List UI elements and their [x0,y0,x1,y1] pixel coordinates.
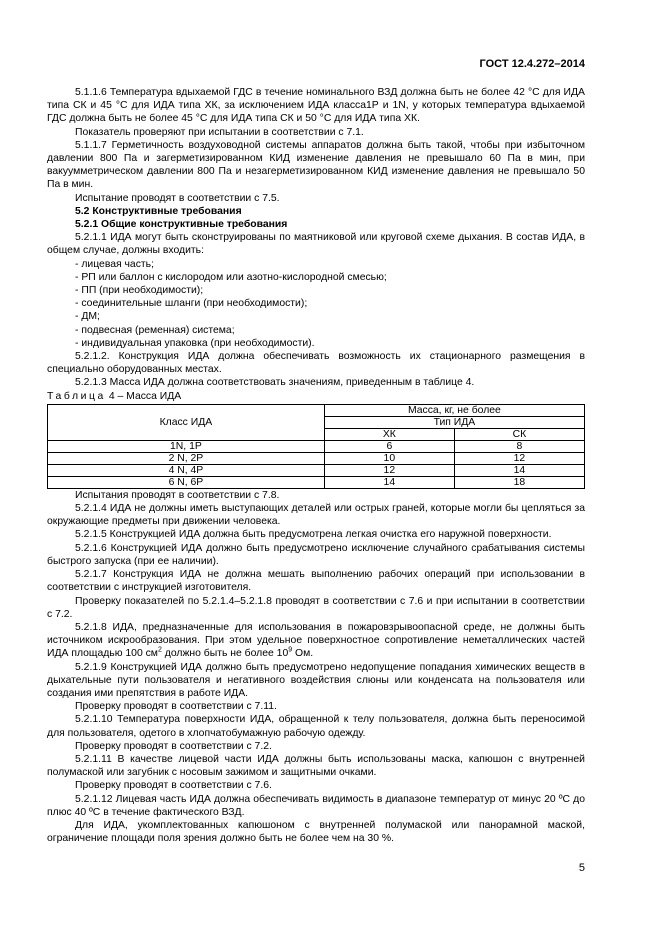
table-cell-sk: 8 [454,440,584,452]
table-caption-title: 4 – Масса ИДА [108,390,182,402]
header-type: Тип ИДА [324,416,584,428]
table-cell-xk: 6 [324,440,454,452]
paragraph: 5.2.1.5 Конструкцией ИДА должна быть предусмотрена легкая очистка его наружной поверхности. [75,529,552,541]
table-cell-sk: 18 [454,476,584,488]
paragraph: 5.2.1.2. Конструкция ИДА должна обеспечивать возможность их стационарного размещения в специально оборудованных местах. [47,351,585,376]
para-text: Ом. [292,648,314,660]
paragraph: 5.2.1.3 Масса ИДА должна соответствовать значениям, приведенным в таблице 4. [75,377,475,389]
table-row [48,440,585,452]
table-cell-cls: 4 N, 4P [48,464,325,476]
table-cell-xk: 12 [324,464,454,476]
paragraph: Для ИДА, укомплектованных капюшоном с внутренней полумаской или панорамной маской, ограничение площади поля зрения должно быть не более чем на 30 %. [47,819,585,845]
paragraph: 5.2.1 Общие конструктивные требования [75,219,288,231]
paragraph: 5.2.1.7 Конструкция ИДА не должна мешать выполнению рабочих операций при использовании в соответствии с инструкцией изготовителя. [47,569,585,594]
table-cell-sk: 14 [454,464,584,476]
paragraph: 5.2.1.12 Лицевая часть ИДА должна обеспечивать видимость в диапазоне температур от минус 20 ºС до плюс 40 ºС в течение фактического ВЗД. [47,793,585,818]
paragraph: - индивидуальная упаковка (при необходимости). [75,337,315,349]
table-cell-cls: 6 N, 6P [48,476,325,488]
paragraph: - ПП (при необходимости); [75,285,204,297]
superscript: 9 [288,646,293,654]
header-xk: ХК [324,428,454,440]
document-body [47,86,585,845]
paragraph: Испытание проводят в соответствии с 7.5. [75,192,280,204]
table-caption-word: Таблица [47,390,106,402]
paragraph: 5.2.1.9 Конструкцией ИДА должно быть предусмотрено недопущение попадания химических веществ в дыхательные пути пользователя и негативного воздействия слюны или конденсата на пользователя или создания ими препятствия в работе ИДА. [47,661,585,699]
paragraph: Испытания проводят в соответствии с 7.8. [75,489,280,501]
table-caption [47,390,585,403]
table-cell-cls: 1N, 1P [48,440,325,452]
paragraph: - подвесная (ременная) система; [75,324,235,336]
header-class: Класс ИДА [48,404,325,440]
table-cell-xk: 10 [324,452,454,464]
table-cell-sk: 12 [454,452,584,464]
paragraph: 5.2.1.4 ИДА не должны иметь выступающих деталей или острых граней, которые могли бы цепляться за окружающие предметы при движении человека. [47,503,585,528]
header-mass: Масса, кг, не более [324,404,584,416]
paragraph-5-2-1-8 [47,621,585,661]
paragraph: - лицевая часть; [75,258,154,270]
table-header-row [48,404,585,416]
paragraph: Проверку показателей по 5.2.1.4–5.2.1.8 проводят в соответствии с 7.6 и при испытании в соответствии с 7.2. [47,595,585,620]
paragraph: Проверку проводят в соответствии с 7.2. [75,740,272,752]
table-cell-xk: 14 [324,476,454,488]
para-text: 5.2.1.8 ИДА, предназначенные для использования в пожаровзрывоопасной среде, не должны быть источником искрообразования. При этом удельное поверхностное сопротивление неметаллических частей ИДА площадью 100 см [47,621,585,660]
table-row [48,464,585,476]
paragraph: 5.2.1.10 Температура поверхности ИДА, обращенной к телу пользователя, должна быть переносимой для пользователя, одетого в хлопчатобумажную рабочую одежду. [47,714,585,739]
paragraph: 5.2.1.11 В качестве лицевой части ИДА должны быть использованы маска, капюшон с внутренней полумаской или загубник с носовым зажимом и защитными очками. [47,753,585,779]
paragraph: Проверку проводят в соответствии с 7.11. [75,701,277,713]
paragraph: - РП или баллон с кислородом или азотно-кислородной смесью; [75,271,387,283]
header-sk: СК [454,428,584,440]
section-after-table [47,489,585,621]
paragraph: Проверку проводят в соответствии с 7.6. [75,780,272,792]
table-row [48,476,585,488]
paragraph: Показатель проверяют при испытании в соответствии с 7.1. [75,126,364,138]
document-header: ГОСТ 12.4.272–2014 [479,58,585,70]
paragraph: 5.1.1.7 Герметичность воздуховодной системы аппаратов должна быть такой, чтобы при избыточном давлении 800 Па и загерметизированном КИД изменение давления не превышало 60 Па в мин, при вакуумметрическом давлении 800 Па и незагерметизированном КИД изменение давления не превышало 50 Па в мин. [47,139,585,191]
superscript: 2 [157,646,162,654]
paragraph: 5.2.1.6 Конструкцией ИДА должно быть предусмотрено исключение случайного срабатывания системы быстрого запуска (при ее наличии). [47,542,585,567]
section-before-table [47,86,585,390]
paragraph: 5.1.1.6 Температура вдыхаемой ГДС в течение номинального ВЗД должна быть не более 42 °С для ИДА типа СК и 45 °С для ИДА типа ХК, за исключением ИДА класса1Р и 1N, у которых температура вдыхаемой ГДС должна быть не более 45 °С для ИДА типа СК и 50 °С для ИДА типа ХК. [47,87,585,125]
table-row [48,452,585,464]
mass-table [47,404,585,489]
paragraph: - ДМ; [75,311,100,323]
paragraph: 5.2 Конструктивные требования [75,205,242,217]
para-text: должно быть не более 10 [161,648,289,660]
section-end [47,661,585,846]
table-cell-cls: 2 N, 2P [48,452,325,464]
paragraph: 5.2.1.1 ИДА могут быть сконструированы по маятниковой или круговой схеме дыхания. В состав ИДА, в общем случае, должны входить: [47,232,585,257]
paragraph: - соединительные шланги (при необходимости); [75,298,308,310]
page-number: 5 [578,862,585,874]
